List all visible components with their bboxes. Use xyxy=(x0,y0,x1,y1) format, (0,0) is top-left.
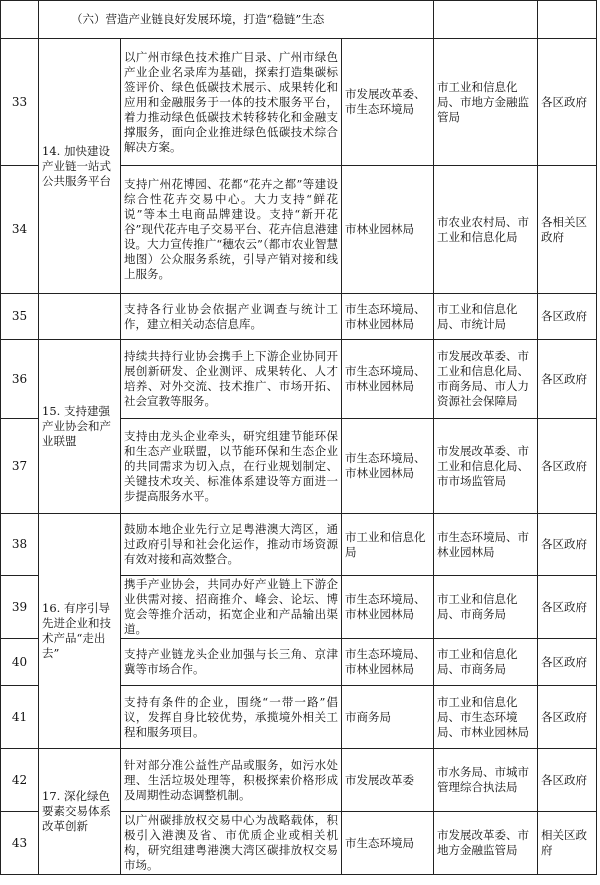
content-cell: 支持产业链龙头企业加强与长三角、京津冀等市场合作。 xyxy=(121,639,342,686)
resp-cell: 各区政府 xyxy=(538,39,597,166)
table-row xyxy=(1,514,597,576)
content-cell: 以广州市绿色技术推广目录、广州市绿色产业企业名录库为基础，探索打造集碳标签评价、绿色低碳技术展示、成果转化和应用和金融服务于一体的技术服务平台，着力推动绿色低碳技术转移转化和金融支撑服务，面向企业推进绿色低碳技术综合解决方案。 xyxy=(121,39,342,166)
row-number: 39 xyxy=(1,576,39,639)
row-number: 40 xyxy=(1,639,39,686)
table-row xyxy=(1,749,597,812)
section-empty-cell xyxy=(434,1,538,39)
section-empty-cell xyxy=(1,1,39,39)
resp-cell: 各区政府 xyxy=(538,294,597,340)
coop-dept-cell: 市工业和信息化局、市生态环境局、市林业园林局 xyxy=(434,686,538,749)
resp-cell: 各区政府 xyxy=(538,749,597,812)
content-cell: 支持广州花博园、花都“花卉之都”等建设综合性花卉交易中心。大力支持“鲜花说”等本土电商品牌建设。支持“新开花谷”现代花卉电子交易平台、花卉信息港建设。大力宣传推广“穗农云”（都市农业智慧地图）公众服务系统，引导产销对接和线上服务。 xyxy=(121,166,342,294)
resp-cell: 各区政府 xyxy=(538,576,597,639)
task-cell: 16. 有序引导先进企业和技术产品“走出去” xyxy=(39,514,121,749)
lead-dept-cell: 市生态环境局、市林业园林局 xyxy=(342,639,434,686)
table-row xyxy=(1,294,597,340)
table-row xyxy=(1,340,597,419)
row-number: 42 xyxy=(1,749,39,812)
content-cell: 携手产业协会，共同办好产业链上下游企业供需对接、招商推介、峰会、论坛、博览会等推介活动，拓宽企业和产品输出渠道。 xyxy=(121,576,342,639)
coop-dept-cell: 市水务局、市城市管理综合执法局 xyxy=(434,749,538,812)
lead-dept-cell: 市生态环境局、市林业园林局 xyxy=(342,340,434,419)
row-number: 36 xyxy=(1,340,39,419)
lead-dept-cell: 市生态环境局、市林业园林局 xyxy=(342,294,434,340)
coop-dept-cell: 市工业和信息化局、市地方金融监管局 xyxy=(434,39,538,166)
lead-dept-cell: 市商务局 xyxy=(342,686,434,749)
content-cell: 支持有条件的企业，围绕“一带一路”倡议，发挥自身比较优势，承揽境外相关工程和服务项目。 xyxy=(121,686,342,749)
lead-dept-cell: 市发展改革委 xyxy=(342,749,434,812)
lead-dept-cell: 市生态环境局、市林业园林局 xyxy=(342,419,434,514)
lead-dept-cell: 市生态环境局 xyxy=(342,812,434,875)
lead-dept-cell: 市生态环境局、市林业园林局 xyxy=(342,576,434,639)
resp-cell: 各区政府 xyxy=(538,419,597,514)
coop-dept-cell: 市农业农村局、市工业和信息化局 xyxy=(434,166,538,294)
resp-cell: 各区政府 xyxy=(538,686,597,749)
section-row xyxy=(1,1,597,39)
coop-dept-cell: 市工业和信息化局、市统计局 xyxy=(434,294,538,340)
task-cell-empty xyxy=(39,294,121,340)
content-cell: 支持由龙头企业牵头，研究组建节能环保和生态产业联盟，以节能环保和生态企业的共同需求为切入点，在行业规划制定、关键技术攻关、标准体系建设等方面进一步提高服务水平。 xyxy=(121,419,342,514)
coop-dept-cell: 市生态环境局、市林业园林局 xyxy=(434,514,538,576)
task-cell: 14. 加快建设产业链一站式公共服务平台 xyxy=(39,39,121,294)
section-empty-cell xyxy=(538,1,597,39)
row-number: 43 xyxy=(1,812,39,875)
coop-dept-cell: 市发展改革委、市地方金融监管局 xyxy=(434,812,538,875)
section-title: （六）营造产业链良好发展环境，打造“稳链”生态 xyxy=(39,1,434,39)
row-number: 33 xyxy=(1,39,39,166)
resp-cell: 各相关区政府 xyxy=(538,166,597,294)
table-row xyxy=(1,39,597,166)
row-number: 37 xyxy=(1,419,39,514)
coop-dept-cell: 市发展改革委、市工业和信息化局、市市场监管局 xyxy=(434,419,538,514)
row-number: 41 xyxy=(1,686,39,749)
content-cell: 支持各行业协会依据产业调查与统计工作，建立相关动态信息库。 xyxy=(121,294,342,340)
content-cell: 鼓励本地企业先行立足粤港澳大湾区，通过政府引导和社会化运作，推动市场资源有效对接和高效整合。 xyxy=(121,514,342,576)
resp-cell: 各区政府 xyxy=(538,514,597,576)
lead-dept-cell: 市工业和信息化局 xyxy=(342,514,434,576)
lead-dept-cell: 市发展改革委、市生态环境局 xyxy=(342,39,434,166)
resp-cell: 相关区政府 xyxy=(538,812,597,875)
content-cell: 持续共持行业协会携手上下游企业协同开展创新研发、企业测评、成果转化、人才培养、对外交流、技术推广、市场开拓、社会宣教等服务。 xyxy=(121,340,342,419)
row-number: 38 xyxy=(1,514,39,576)
content-cell: 针对部分准公益性产品或服务，如污水处理、生活垃圾处理等，积极探索价格形成及周期性动态调整机制。 xyxy=(121,749,342,812)
row-number: 34 xyxy=(1,166,39,294)
coop-dept-cell: 市工业和信息化局、市商务局 xyxy=(434,639,538,686)
coop-dept-cell: 市发展改革委、市工业和信息化局、市商务局、市人力资源社会保障局 xyxy=(434,340,538,419)
resp-cell: 各区政府 xyxy=(538,639,597,686)
task-cell: 15. 支持建强产业协会和产业联盟 xyxy=(39,340,121,514)
task-cell: 17. 深化绿色要素交易体系改革创新 xyxy=(39,749,121,875)
content-cell: 以广州碳排放权交易中心为战略载体，积极引入港澳及省、市优质企业或相关机构，研究组建粤港澳大湾区碳排放权交易市场。 xyxy=(121,812,342,875)
coop-dept-cell: 市工业和信息化局、市商务局 xyxy=(434,576,538,639)
lead-dept-cell: 市林业园林局 xyxy=(342,166,434,294)
resp-cell: 各区政府 xyxy=(538,340,597,419)
row-number: 35 xyxy=(1,294,39,340)
